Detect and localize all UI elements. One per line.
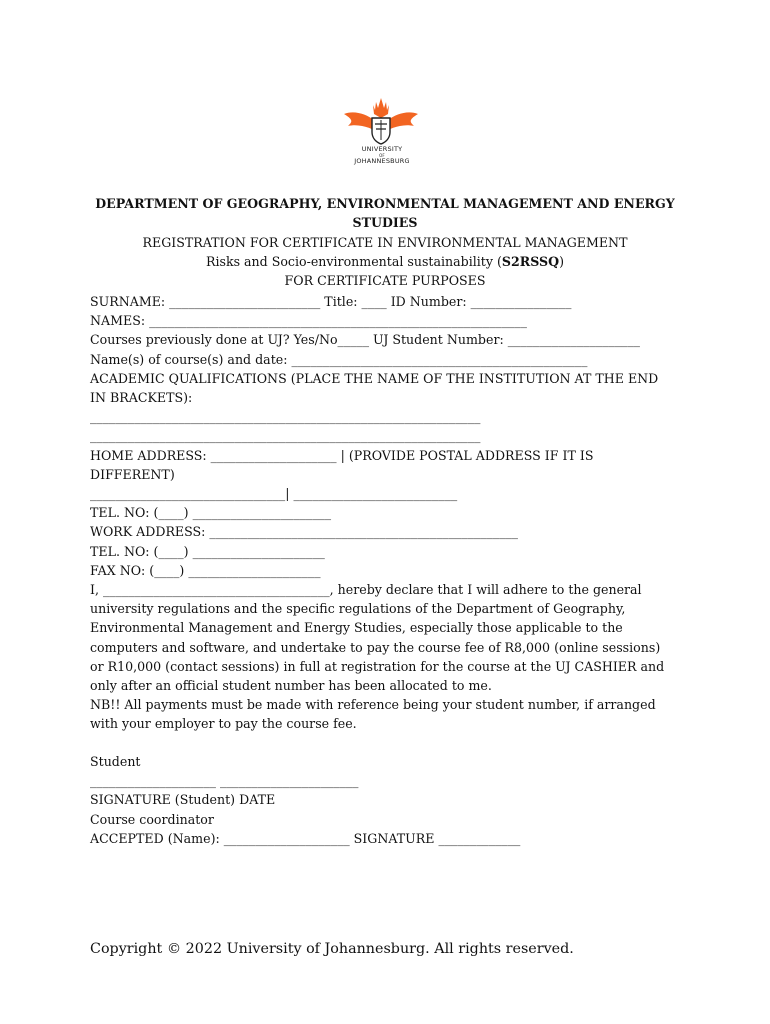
registration-title: REGISTRATION FOR CERTIFICATE IN ENVIRONMENTAL MANAGEMENT [142, 235, 628, 250]
home-tel-field[interactable]: TEL. NO: (____) ______________________ [90, 505, 332, 521]
declaration [90, 580, 676, 734]
courses-previous-field[interactable]: Courses previously done at UJ? Yes/No_____ UJ Student Number: _____________________ [90, 332, 640, 348]
home-address-note: DIFFERENT) [90, 466, 175, 482]
declaration-text: I, ____________________________________, hereby declare that I will adhere to the general university regulations and the specific regulations of the Department of Geography, Environmental Management and Energy Studies, especially those applicable to the computers and software, and undertake to pay the course fee of R8,000 (online sessions) or R10,000 (contact sessions) in full at registration for the course at the UJ CASHIER and only after an official student number has been allocated to me. [90, 582, 665, 694]
logo-wordmark [344, 146, 420, 165]
logo-line-university: UNIVERSITY [361, 145, 403, 153]
course-title-prefix: Risks and Socio-environmental sustainability ( [205, 254, 502, 270]
department-title [90, 194, 680, 232]
accepted-signature-field[interactable]: ACCEPTED (Name): ____________________ SIGNATURE _____________ [90, 830, 521, 846]
registration-form [90, 292, 672, 580]
work-tel-field[interactable]: TEL. NO: (____) _____________________ [90, 543, 325, 559]
names-field[interactable]: NAMES: ____________________________________________________________ [90, 313, 527, 329]
home-address-field[interactable]: HOME ADDRESS: ____________________ | (PROVIDE POSTAL ADDRESS IF IT IS [90, 447, 594, 463]
course-names-field[interactable]: Name(s) of course(s) and date: _______________________________________________ [90, 351, 588, 367]
surname-field[interactable]: SURNAME: ________________________ Title: ____ ID Number: ________________ [90, 294, 572, 309]
course-code: S2RSSQ [501, 254, 560, 270]
address-blank-field[interactable]: _______________________________| __________________________ [90, 486, 458, 502]
department-title-line1: DEPARTMENT OF GEOGRAPHY, ENVIRONMENTAL MANAGEMENT AND ENERGY [95, 196, 675, 211]
logo-line-of: OF [379, 153, 385, 158]
academic-qualifications-blank1[interactable]: ______________________________________________________________ [90, 409, 481, 425]
copyright-footer: Copyright © 2022 University of Johannesburg. All rights reserved. [90, 941, 574, 957]
academic-qualifications-label-line2: IN BRACKETS): [90, 390, 193, 406]
course-title [90, 252, 680, 271]
signature-section [90, 752, 672, 848]
academic-qualifications-blank2[interactable]: ______________________________________________________________ [90, 428, 481, 444]
student-label: Student [90, 754, 141, 769]
logo-line-johannesburg: JOHANNESBURG [354, 157, 410, 165]
department-title-line2: STUDIES [352, 215, 418, 231]
academic-qualifications-label-line1: ACADEMIC QUALIFICATIONS (PLACE THE NAME OF THE INSTITUTION AT THE END [90, 370, 659, 386]
student-signature-blank[interactable]: ____________________ ______________________ [90, 773, 359, 789]
work-address-field[interactable]: WORK ADDRESS: _________________________________________________ [90, 524, 518, 540]
fax-field[interactable]: FAX NO: (____) _____________________ [90, 562, 321, 578]
registration-header [90, 233, 680, 291]
payment-note: NB!! All payments must be made with reference being your student number, if arranged with your employer to pay the course fee. [90, 697, 656, 732]
purpose-title: FOR CERTIFICATE PURPOSES [284, 273, 486, 289]
course-coordinator-label: Course coordinator [90, 811, 214, 827]
course-title-suffix: ) [559, 254, 565, 270]
signature-date-label: SIGNATURE (Student) DATE [90, 792, 276, 808]
